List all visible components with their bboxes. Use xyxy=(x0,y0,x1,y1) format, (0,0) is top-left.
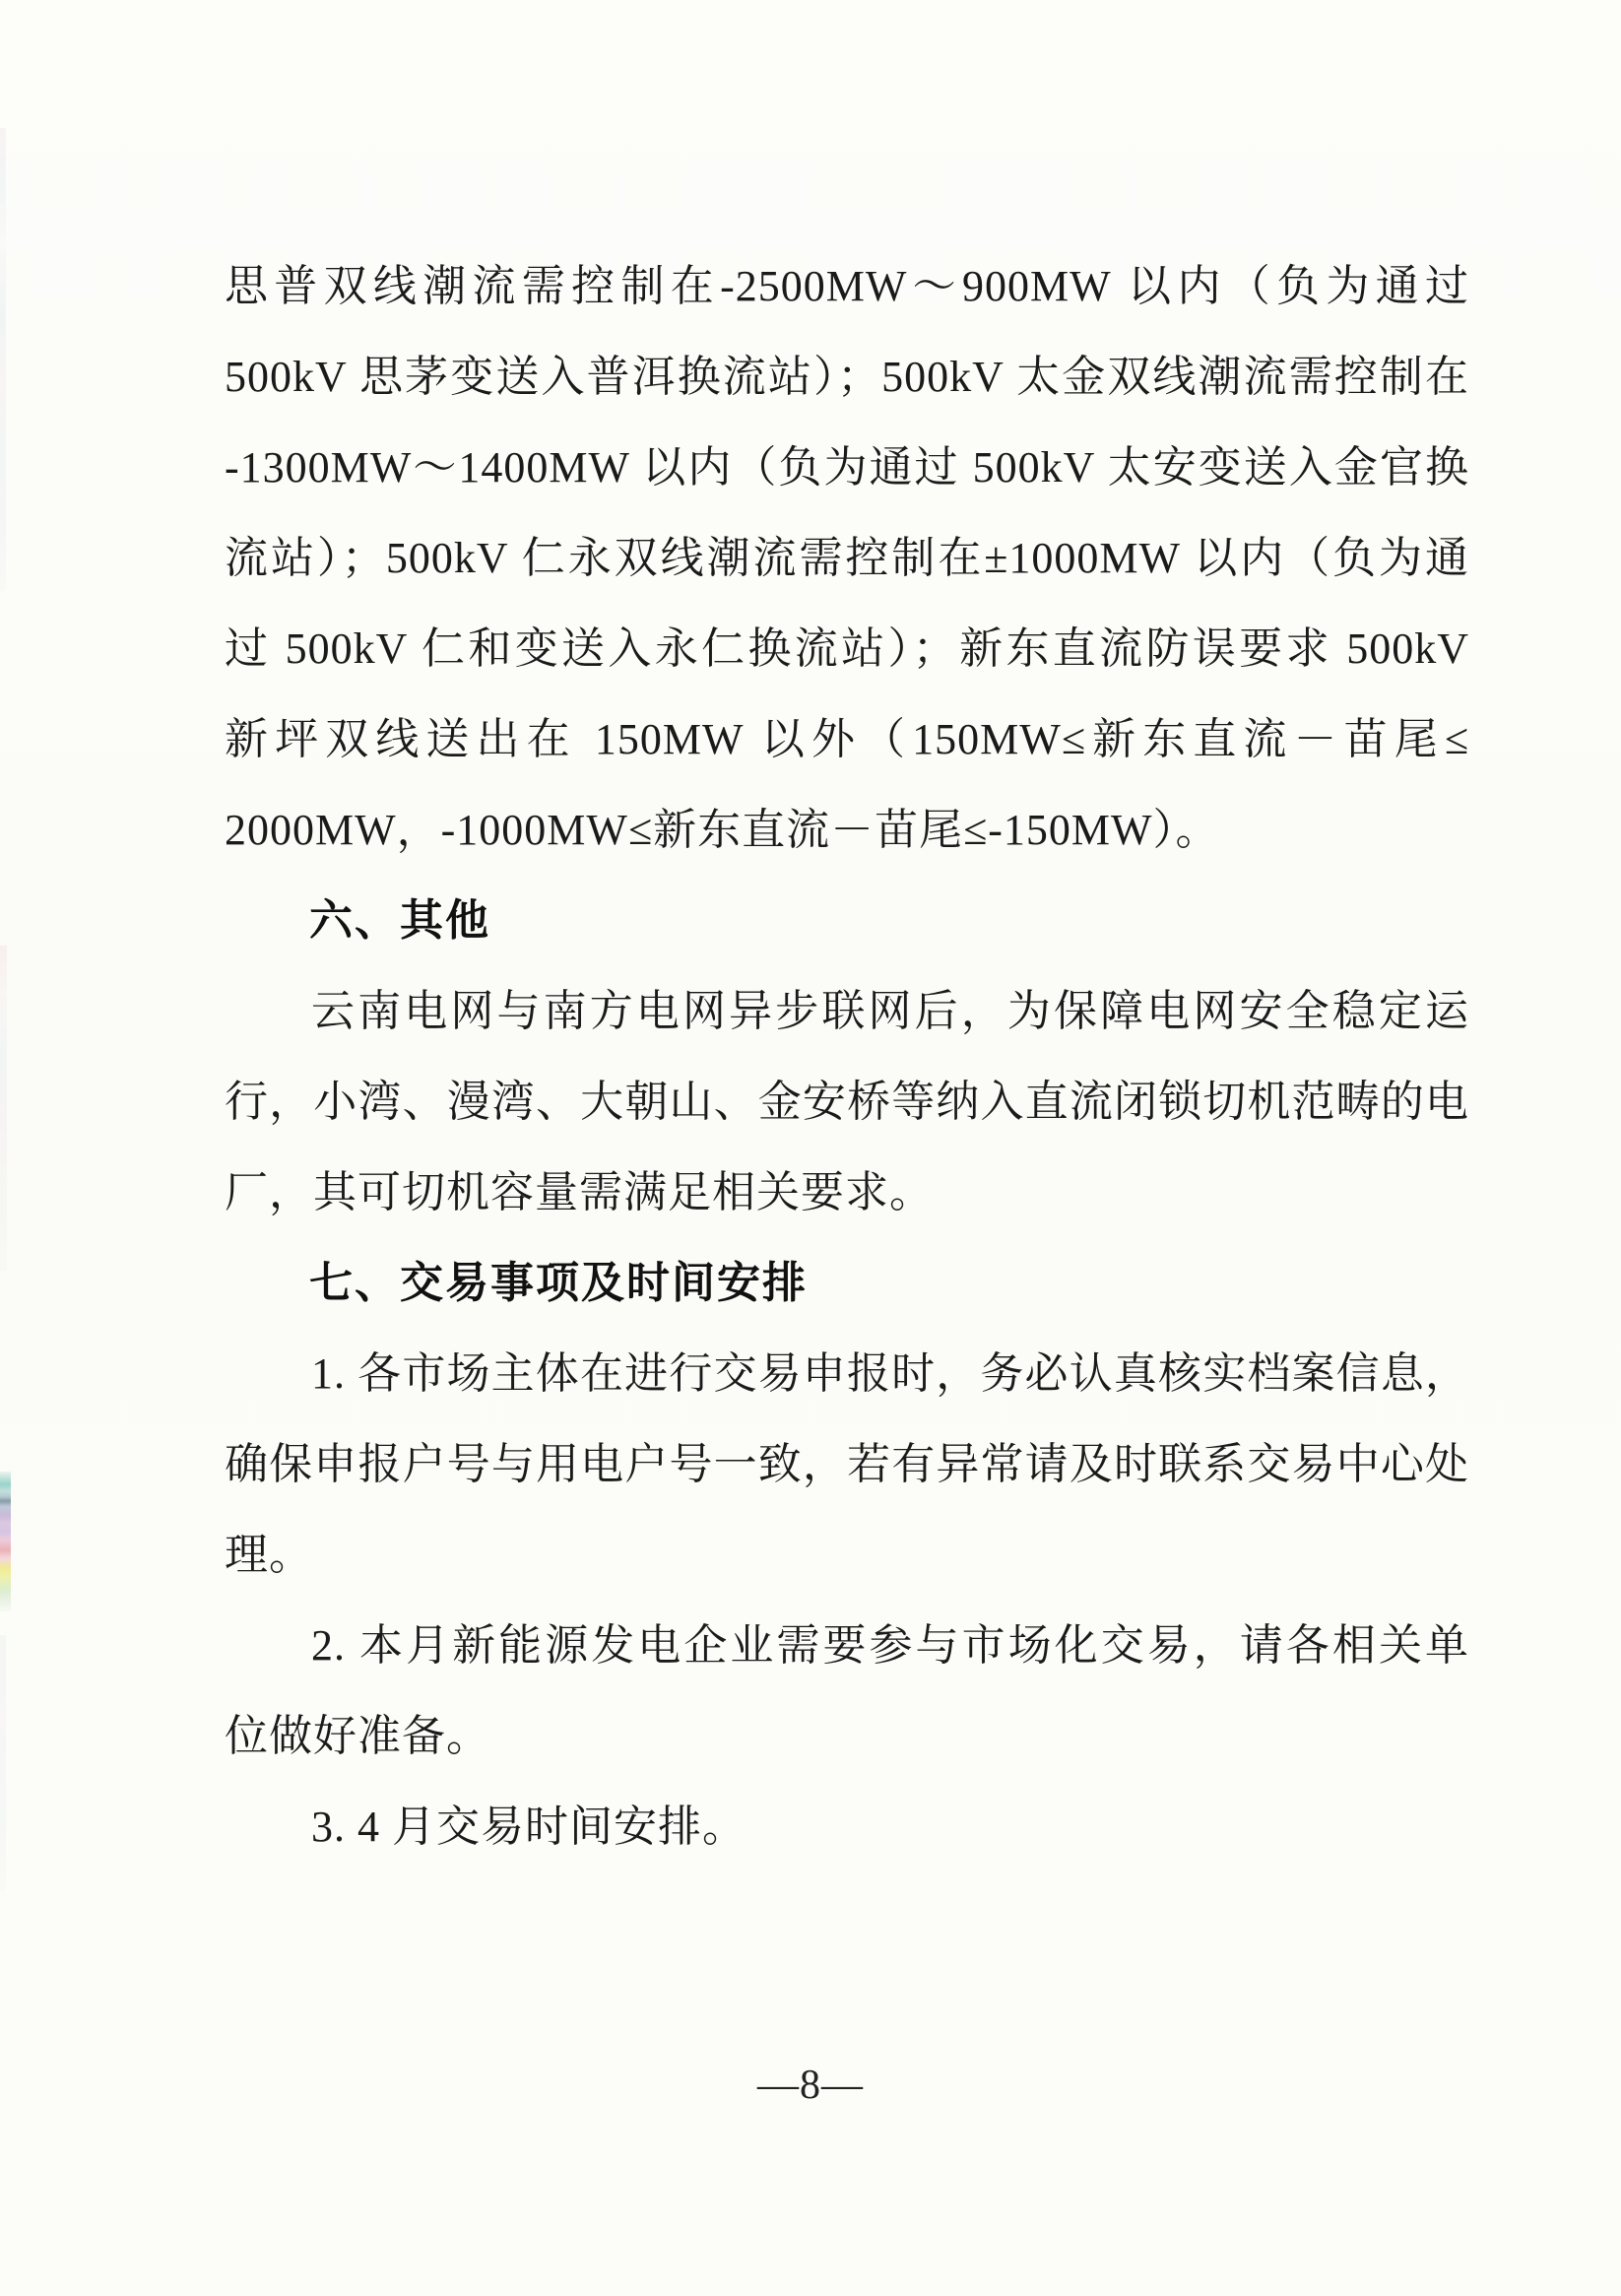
section-six-line-3: 厂，其可切机容量需满足相关要求。 xyxy=(225,1168,934,1216)
item-one-line-1: 1. 各市场主体在进行交易申报时，务必认真核实档案信息， xyxy=(311,1349,1469,1398)
continuation-line-5: 过 500kV 仁和变送入永仁换流站）；新东直流防误要求 500kV xyxy=(225,624,1469,673)
item-two-line-1: 2. 本月新能源发电企业需要参与市场化交易，请各相关单 xyxy=(311,1621,1469,1670)
item-two-line-2: 位做好准备。 xyxy=(225,1712,490,1760)
page-number: —8— xyxy=(757,2063,864,2108)
continuation-line-3: -1300MW～1400MW 以内（负为通过 500kV 太安变送入金官换 xyxy=(225,443,1469,492)
section-six-line-2: 行，小湾、漫湾、大朝山、金安桥等纳入直流闭锁切机范畴的电 xyxy=(225,1078,1469,1126)
scan-artifact-streak-mid xyxy=(0,946,7,1271)
section-six-line-1: 云南电网与南方电网异步联网后，为保障电网安全稳定运 xyxy=(311,987,1469,1035)
section-six-heading: 六、其他 xyxy=(309,896,490,945)
scan-artifact-streak-top xyxy=(0,128,6,591)
continuation-line-7: 2000MW，-1000MW≤新东直流－苗尾≤-150MW）。 xyxy=(225,806,1220,854)
item-one-line-3: 理。 xyxy=(225,1531,313,1579)
section-seven-heading: 七、交易事项及时间安排 xyxy=(309,1259,808,1307)
scan-artifact-streak-bottom xyxy=(0,1635,6,1891)
continuation-line-2: 500kV 思茅变送入普洱换流站）；500kV 太金双线潮流需控制在 xyxy=(225,353,1469,401)
item-one-line-2: 确保申报户号与用电户号一致，若有异常请及时联系交易中心处 xyxy=(225,1440,1469,1488)
item-three-line-1: 3. 4 月交易时间安排。 xyxy=(311,1803,746,1851)
scan-artifact-color-strip xyxy=(0,1472,11,1611)
body-text-block xyxy=(225,241,1469,1872)
continuation-line-4: 流站）；500kV 仁永双线潮流需控制在±1000MW 以内（负为通 xyxy=(225,534,1469,582)
continuation-line-1: 思普双线潮流需控制在-2500MW～900MW 以内（负为通过 xyxy=(225,262,1469,310)
continuation-line-6: 新坪双线送出在 150MW 以外（150MW≤新东直流－苗尾≤ xyxy=(225,715,1469,763)
